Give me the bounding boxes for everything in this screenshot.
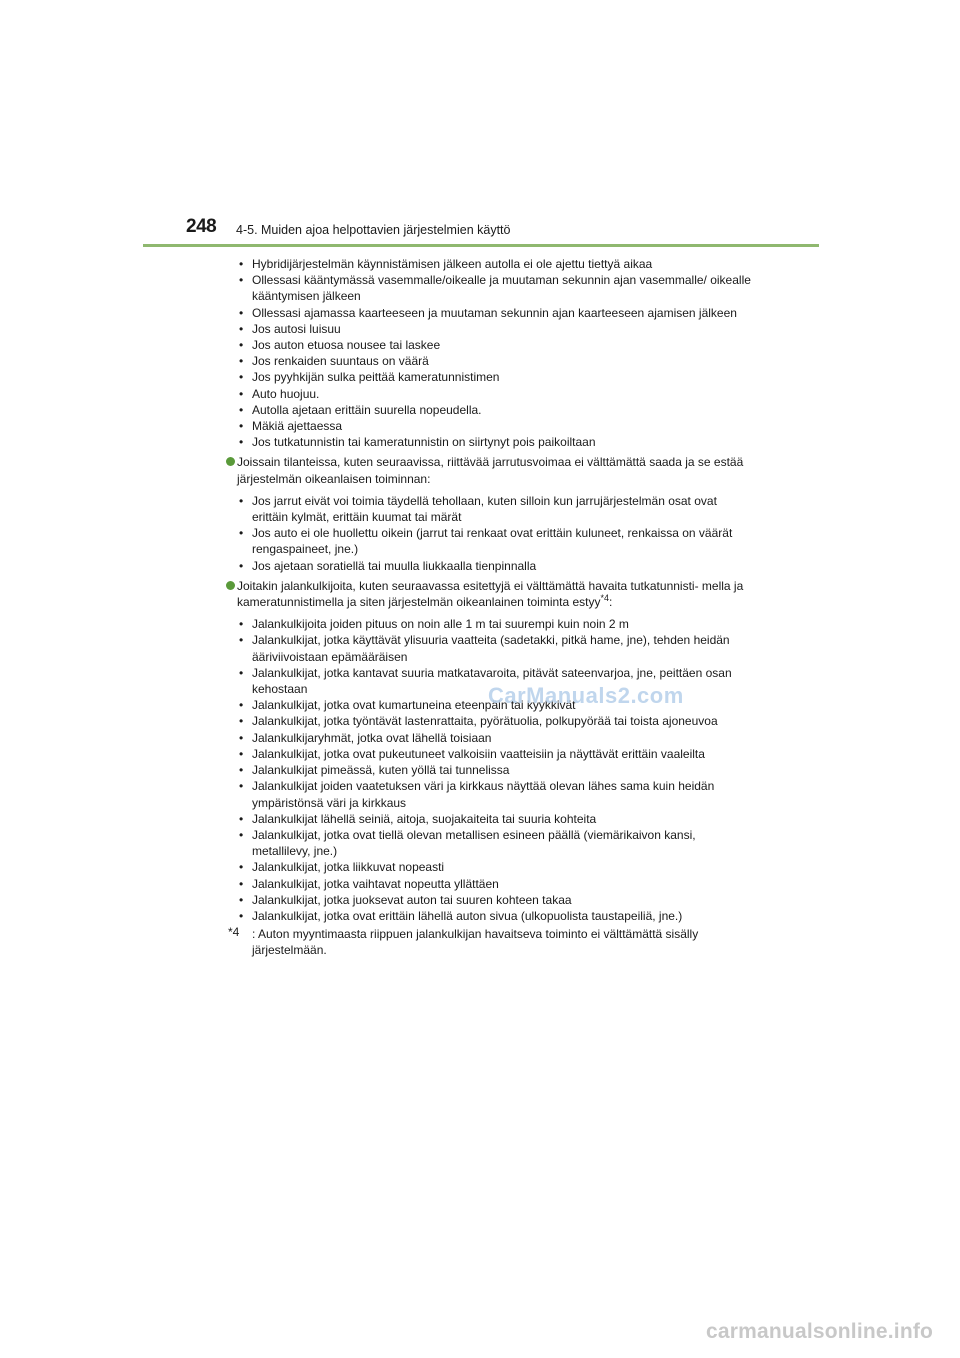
list-item-text: Jalankulkijat, jotka ovat tiellä olevan metallisen esineen päällä (viemärikaivon kansi, metallilevy, jne.) [252, 827, 696, 859]
bullet-dot-icon: • [239, 892, 244, 907]
list-item [226, 713, 754, 729]
list-item-text: Jalankulkijat, jotka kantavat suuria matkatavaroita, pitävät sateenvarjoa, jne, peittäen osan kehostaan [252, 665, 732, 697]
bullet-dot-icon: • [239, 493, 244, 508]
bullet-dot-icon: • [239, 876, 244, 891]
bullet-dot-icon: • [239, 273, 244, 288]
page-content [226, 256, 754, 959]
list-item-text: Mäkiä ajettaessa [252, 419, 343, 434]
list-item [226, 811, 754, 827]
bullet-dot-icon: • [239, 908, 244, 923]
bullet-dot-icon: • [239, 746, 244, 761]
list-item-text: Auto huojuu. [252, 386, 320, 401]
page-number: 248 [186, 216, 217, 237]
list-item [226, 908, 754, 924]
list-item [226, 434, 754, 450]
bullet-dot-icon: • [239, 617, 244, 632]
footnote-reference: *4 [600, 593, 610, 604]
list-item [226, 876, 754, 892]
list-item [226, 525, 754, 557]
list-item-text: Jos auton etuosa nousee tai laskee [252, 338, 441, 353]
list-item-text: Ollessasi kääntymässä vasemmalle/oikealle ja muutaman sekunnin ajan vasemmalle/ oikealle kääntymisen jälkeen [252, 273, 751, 304]
bullet-dot-icon: • [239, 435, 244, 450]
list-item-text: Jalankulkijat, jotka ovat erittäin lähellä auton sivua (ulkopuolista taustapeiliä, jne.) [252, 908, 683, 923]
list-item-text: Hybridijärjestelmän käynnistämisen jälkeen autolla ei ole ajettu tiettyä aikaa [252, 257, 653, 271]
list-item [226, 632, 754, 664]
footnote-mark: *4 [228, 925, 240, 940]
list-item [226, 402, 754, 418]
list-item [226, 730, 754, 746]
section-title: 4-5. Muiden ajoa helpottavien järjestelmien käyttö [236, 223, 511, 237]
list-item-text: Jos ajetaan soratiellä tai muulla liukkaalla tienpinnalla [252, 558, 537, 573]
list-item [226, 272, 754, 304]
list-item [226, 827, 754, 859]
top-bullet-list [226, 256, 754, 450]
braking-bullet-list [226, 493, 754, 574]
list-item [226, 369, 754, 385]
bullet-dot-icon: • [239, 305, 244, 320]
bullet-dot-icon: • [239, 338, 244, 353]
footnote [226, 926, 754, 958]
list-item-text: Jos auto ei ole huollettu oikein (jarrut tai renkaat ovat erittäin kuluneet, renkaissa on väärät rengaspaineet, jne.) [252, 526, 733, 557]
watermark: CarManuals2.com [488, 683, 684, 708]
list-item-text: Jalankulkijat, jotka vaihtavat nopeutta yllättäen [252, 876, 499, 891]
bullet-dot-icon: • [239, 402, 244, 417]
footnote-text: : Auton myyntimaasta riippuen jalankulkijan havaitseva toiminto ei välttämättä sisälly järjestelmään. [252, 927, 699, 958]
list-item-text: Jalankulkijat, jotka liikkuvat nopeasti [252, 860, 445, 875]
list-item-text: Autolla ajetaan erittäin suurella nopeudella. [252, 402, 482, 417]
bullet-dot-icon: • [239, 730, 244, 745]
pedestrian-bullet-list [226, 616, 754, 924]
list-item-text: Jos pyyhkijän sulka peittää kameratunnistimen [252, 370, 500, 385]
list-item [226, 892, 754, 908]
list-item-text: Jalankulkijat, jotka käyttävät ylisuuria vaatteita (sadetakki, pitkä hame, jne), tehden heidän ääriviivoistaan epämääräisen [252, 633, 730, 664]
bullet-dot-icon: • [239, 386, 244, 401]
list-item [226, 386, 754, 402]
list-item [226, 762, 754, 778]
bullet-dot-icon: • [239, 779, 244, 794]
list-item-text: Jalankulkijat, jotka työntävät lastenrattaita, pyörätuolia, polkupyörää tai toista ajoneuvoa [252, 714, 718, 729]
bullet-dot-icon: • [239, 827, 244, 842]
bullet-dot-icon: • [239, 665, 244, 680]
list-item-text: Jalankulkijat, jotka ovat pukeutuneet valkoisiin vaatteisiin ja näyttävät erittäin vaaleilta [252, 746, 705, 761]
bullet-dot-icon: • [239, 419, 244, 434]
bullet-dot-icon: • [239, 714, 244, 729]
list-item [226, 353, 754, 369]
list-item-text: Jalankulkijoita joiden pituus on noin alle 1 m tai suurempi kuin noin 2 m [252, 617, 629, 632]
list-item [226, 778, 754, 810]
list-item-text: Jalankulkijat pimeässä, kuten yöllä tai tunnelissa [252, 763, 510, 778]
list-item-text: Jalankulkijat lähellä seiniä, aitoja, suojakaiteita tai suuria kohteita [252, 811, 597, 826]
bullet-dot-icon: • [239, 370, 244, 385]
list-item-text: Jalankulkijat, jotka juoksevat auton tai suuren kohteen takaa [252, 892, 572, 907]
list-item-text: Jalankulkijaryhmät, jotka ovat lähellä toisiaan [252, 730, 492, 745]
circle-bullet-icon [226, 581, 235, 590]
paragraph-text: Joissain tilanteissa, kuten seuraavissa, riittävää jarrutusvoimaa ei välttämättä saada ja se estää järjestelmän oikeanlaisen toiminnan: [237, 455, 744, 486]
bullet-dot-icon: • [239, 698, 244, 713]
bullet-dot-icon: • [239, 860, 244, 875]
list-item-text: Jalankulkijat, jotka ovat kumartuneina eteenpäin tai kyykkivät [252, 698, 576, 713]
list-item [226, 321, 754, 337]
site-logo[interactable]: carmanualsonline.info [706, 1320, 934, 1343]
list-item-text: Jos tutkatunnistin tai kameratunnistin on siirtynyt pois paikoiltaan [252, 435, 596, 450]
list-item [226, 305, 754, 321]
list-item [226, 337, 754, 353]
bullet-dot-icon: • [239, 763, 244, 778]
list-item-text: Jos autosi luisuu [252, 321, 341, 336]
list-item [226, 859, 754, 875]
circle-bullet-icon [226, 457, 235, 466]
list-item [226, 746, 754, 762]
paragraph-pedestrians [226, 578, 754, 610]
bullet-dot-icon: • [239, 558, 244, 573]
list-item-text: Ollessasi ajamassa kaarteeseen ja muutaman sekunnin ajan kaarteeseen ajamisen jälkeen [252, 305, 737, 320]
bullet-dot-icon: • [239, 811, 244, 826]
list-item-text: Jalankulkijat joiden vaatetuksen väri ja kirkkaus näyttää olevan lähes sama kuin heidän ympäristönsä väri ja kirkkaus [252, 779, 715, 810]
paragraph-braking [226, 454, 754, 486]
list-item [226, 418, 754, 434]
header-rule [143, 244, 819, 247]
bullet-dot-icon: • [239, 526, 244, 541]
bullet-dot-icon: • [239, 321, 244, 336]
list-item-text: Jos jarrut eivät voi toimia täydellä tehollaan, kuten silloin kun jarrujärjestelmän osat ovat erittäin kylmät, erittäin kuumat tai märät [252, 493, 717, 525]
list-item [226, 558, 754, 574]
list-item-text: Jos renkaiden suuntaus on väärä [252, 354, 429, 369]
list-item [226, 493, 754, 525]
bullet-dot-icon: • [239, 257, 244, 271]
list-item [226, 616, 754, 632]
paragraph-text: Joitakin jalankulkijoita, kuten seuraavassa esitettyjä ei välttämättä havaita tutkatunnisti- mella ja kameratunnistimella ja siten järjestelmän oikeanlainen toiminta estyy [237, 578, 744, 610]
list-item [226, 256, 754, 272]
bullet-dot-icon: • [239, 633, 244, 648]
bullet-dot-icon: • [239, 354, 244, 369]
paragraph-suffix: : [609, 595, 613, 610]
